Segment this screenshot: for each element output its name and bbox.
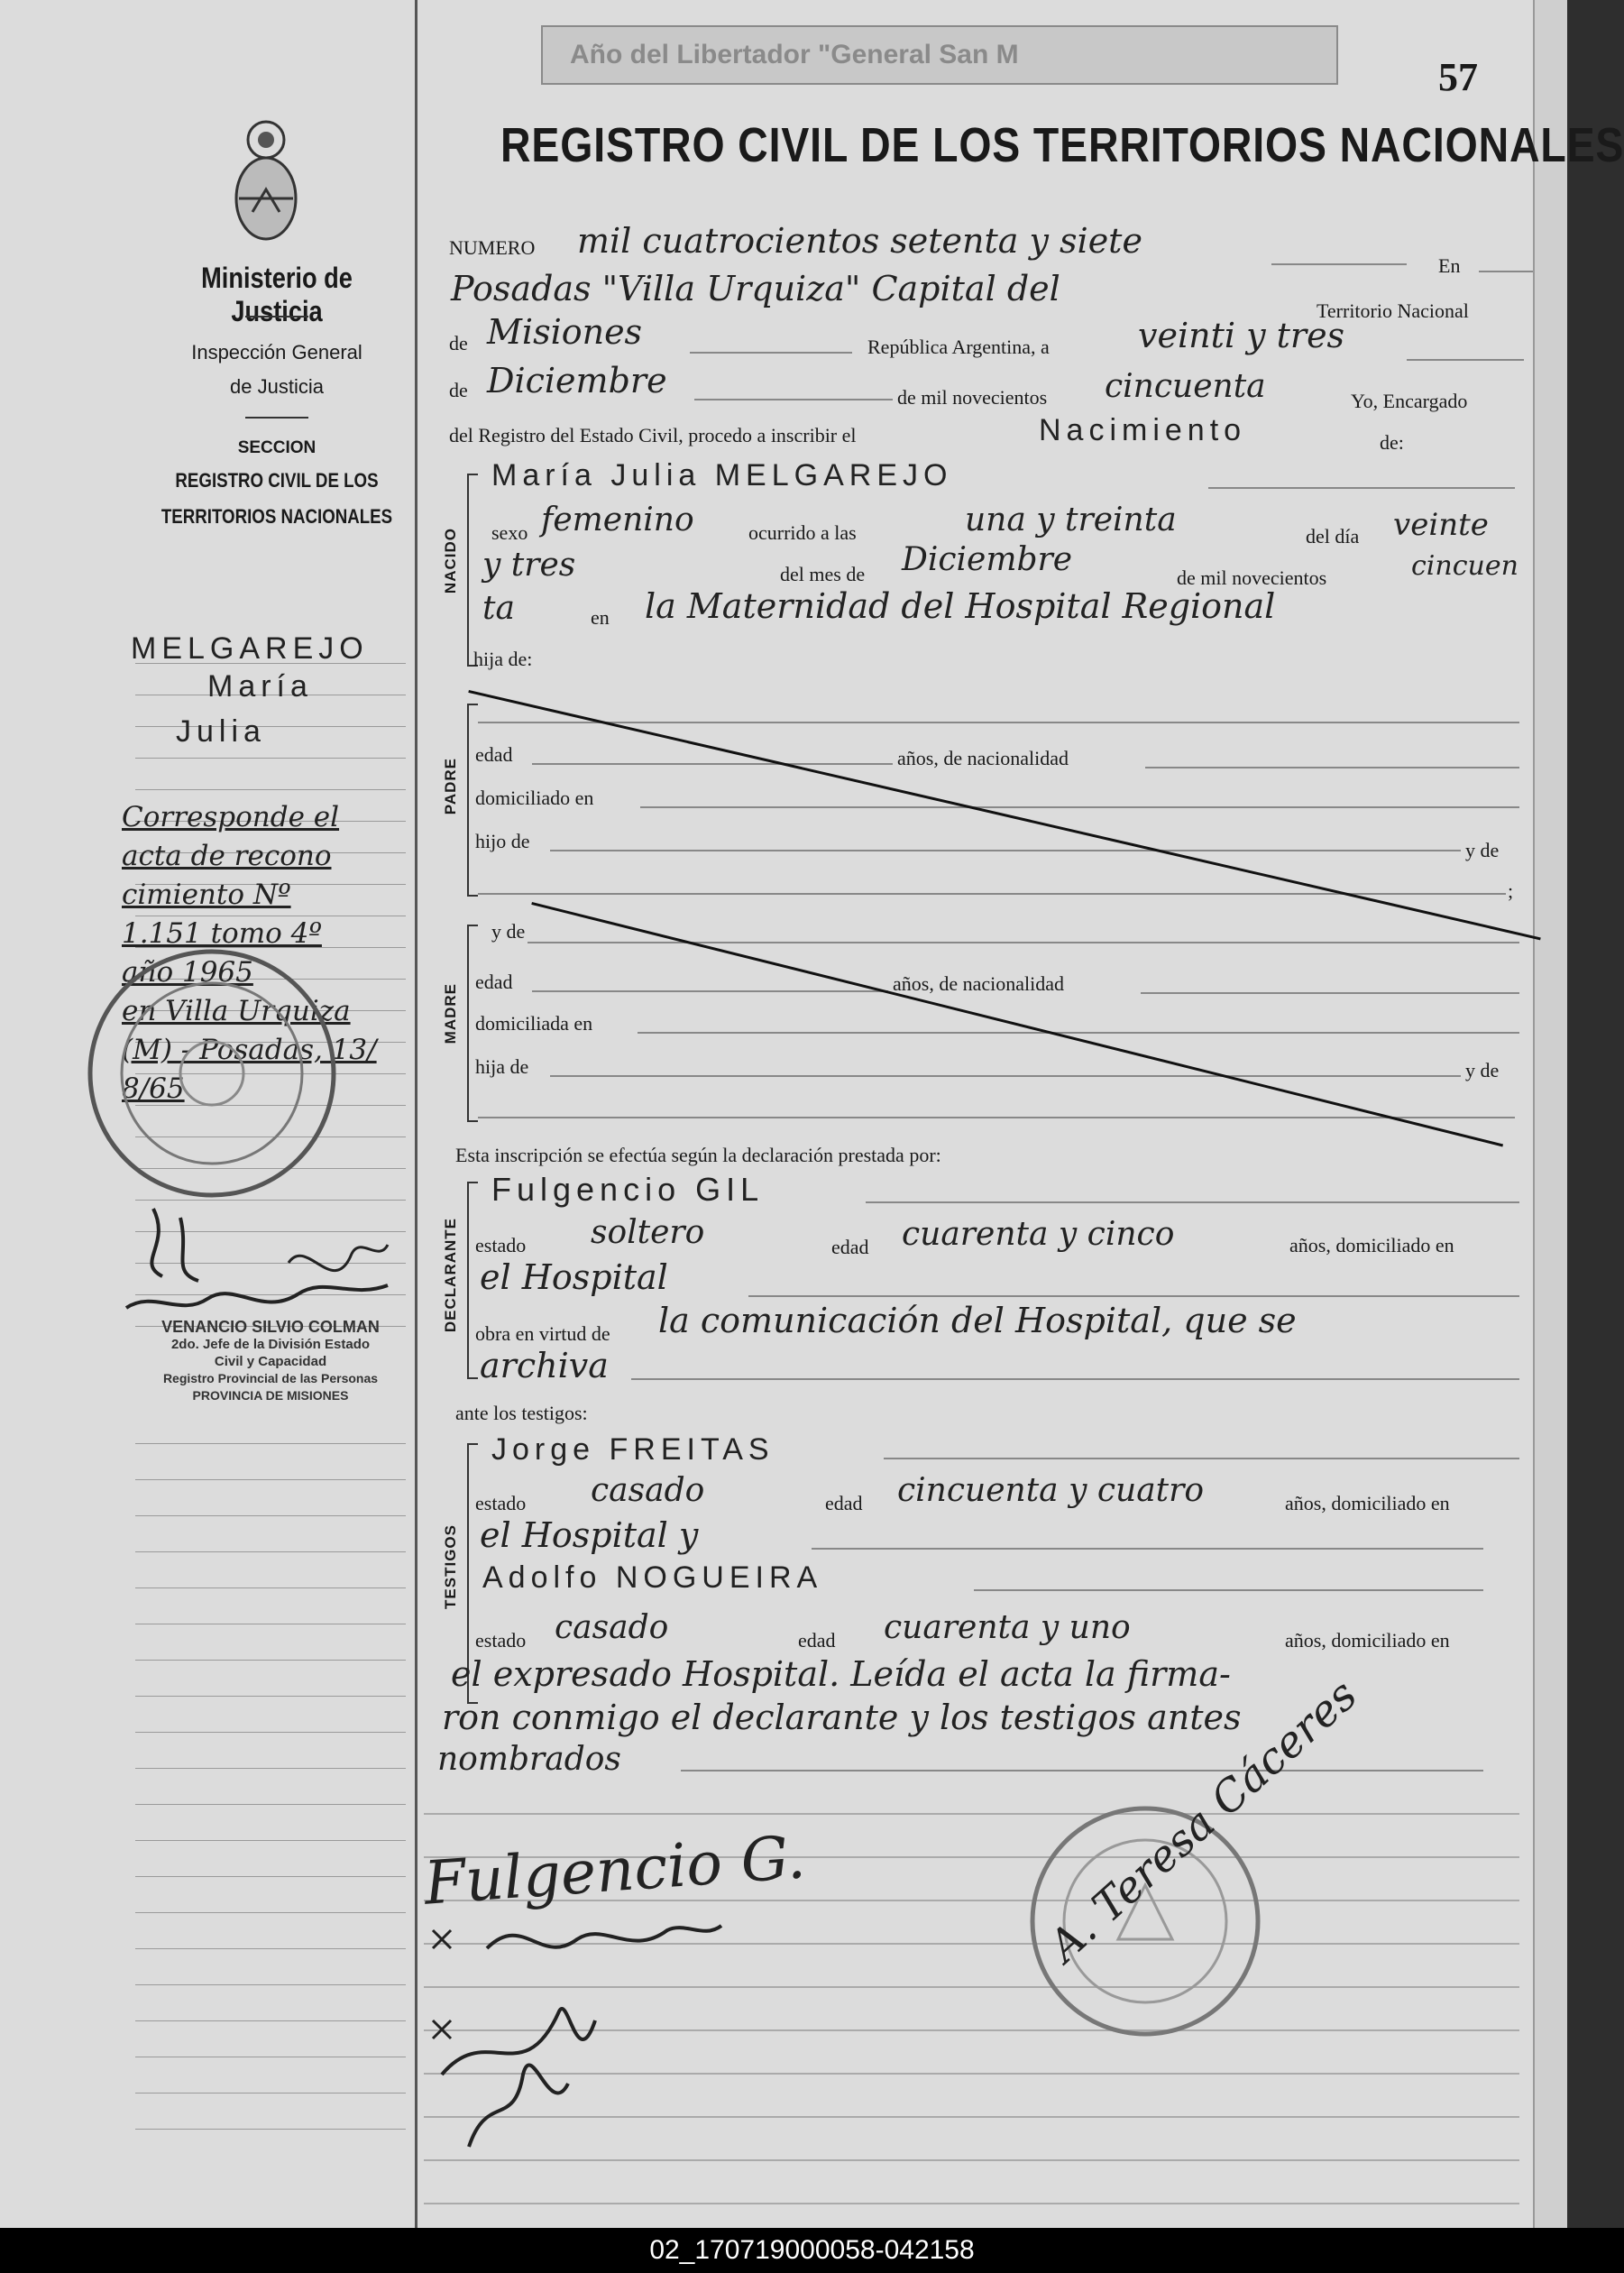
note-line: Corresponde el <box>122 801 340 833</box>
estado-label: estado <box>475 1492 527 1514</box>
fill-line <box>532 763 893 765</box>
obra-value-a: la comunicación del Hospital, que se <box>658 1301 1297 1340</box>
hour-value: una y treinta <box>965 502 1177 538</box>
stamp-line: Registro Provincial de las Personas <box>162 1371 379 1385</box>
madre-edad: edad <box>475 971 513 993</box>
closing-line3: nombrados <box>437 1741 621 1778</box>
anio-value-a: cincuen <box>1411 550 1518 582</box>
margin-name2: Julia <box>176 714 266 749</box>
testigo1-domicilio: el Hospital y <box>480 1515 699 1555</box>
note-line: en Villa Urquiza <box>122 995 351 1027</box>
fill-line <box>1479 271 1533 272</box>
signature-witnesses <box>415 1912 794 2183</box>
hijo-de-label: hijo de <box>475 830 530 852</box>
edad-label2: edad <box>831 1236 869 1258</box>
territorio-label: Territorio Nacional <box>1317 299 1469 322</box>
hija-label: hija de: <box>473 648 533 670</box>
testigos-text: ante los testigos: <box>455 1402 588 1424</box>
note-line: acta de recono <box>122 840 332 872</box>
domiciliado-label: domiciliado en <box>475 787 594 809</box>
encargado-label: Yo, Encargado <box>1351 390 1468 412</box>
republica-label: República Argentina, a <box>867 336 1050 358</box>
fill-line <box>884 1458 1519 1459</box>
estado-label: estado <box>475 1234 527 1256</box>
note-line: año 1965 <box>122 956 253 989</box>
edad-label2: edad <box>798 1629 836 1652</box>
declarante-name: Fulgencio GIL <box>491 1171 765 1208</box>
top-stamp <box>541 25 1338 85</box>
official-stamp <box>126 1319 415 1404</box>
registro-text: del Registro del Estado Civil, procedo a inscribir el <box>449 424 857 446</box>
de-colon: de: <box>1380 431 1404 454</box>
fill-line <box>638 1032 1519 1034</box>
sexo-label: sexo <box>491 521 528 544</box>
anio-value-b: ta <box>482 590 515 627</box>
note-line: (M) - Posadas, 13/ <box>122 1034 377 1066</box>
fill-line <box>812 1548 1483 1550</box>
hija-de-label: hija de <box>475 1055 529 1078</box>
estado-label: estado <box>475 1629 527 1652</box>
stamp-line: 2do. Jefe de la División Estado <box>170 1337 371 1352</box>
fill-line <box>478 722 1519 723</box>
stamp-line: PROVINCIA DE MISIONES <box>192 1388 349 1403</box>
nacido-section-label: NACIDO <box>442 528 459 594</box>
year-value: cincuenta <box>1105 368 1266 405</box>
testigo2-edad: cuarenta y uno <box>884 1609 1131 1646</box>
testigo2-estado: casado <box>555 1609 669 1646</box>
act-type: Nacimiento <box>1039 413 1247 447</box>
edad-label: edad <box>475 743 513 766</box>
testigo1-name: Jorge FREITAS <box>491 1432 775 1467</box>
declarante-edad: cuarenta y cinco <box>902 1216 1175 1253</box>
madre-anos: años, de nacionalidad <box>893 972 1064 995</box>
place-birth: la Maternidad del Hospital Regional <box>645 586 1276 626</box>
domiciliada-label: domiciliada en <box>475 1012 593 1035</box>
margin-surname: MELGAREJO <box>131 631 369 666</box>
registry-line1: REGISTRO CIVIL DE LOS <box>175 469 379 492</box>
page-number: 57 <box>1438 55 1478 99</box>
section-bracket <box>467 1182 478 1379</box>
fill-line <box>478 1117 1515 1118</box>
inscripcion-text: Esta inscripción se efectúa según la declaración prestada por: <box>455 1144 941 1166</box>
fill-line <box>528 942 1519 943</box>
top-stamp-text: Año del Libertador "General San M <box>570 40 1019 69</box>
margin-signature <box>117 1191 406 1326</box>
madre-strike-line <box>531 902 1503 1146</box>
madre-y-de2: y de <box>1465 1059 1500 1081</box>
year-label: de mil novecientos <box>897 386 1048 409</box>
dia-value-a: veinte <box>1393 507 1489 543</box>
month-value: Diciembre <box>487 361 667 400</box>
declarante-domicilio: el Hospital <box>480 1257 668 1297</box>
closing-line1: el expresado Hospital. Leída el acta la firma- <box>451 1654 1231 1694</box>
dia-label: del día <box>1306 525 1360 548</box>
fill-line <box>640 806 1519 808</box>
testigo2-name: Adolfo NOGUEIRA <box>482 1560 823 1595</box>
note-line: 1.151 tomo 4º <box>122 917 322 950</box>
fill-line <box>690 352 852 354</box>
fill-line <box>748 1295 1519 1297</box>
fill-line <box>974 1589 1483 1591</box>
testigo1-estado: casado <box>591 1472 705 1509</box>
fill-line <box>1271 263 1407 265</box>
declarante-section-label: DECLARANTE <box>442 1218 459 1333</box>
numero-value: mil cuatrocientos setenta y siete <box>577 221 1142 261</box>
anos-nacionalidad: años, de nacionalidad <box>897 747 1069 769</box>
fill-line <box>532 990 888 992</box>
section-label: SECCION <box>237 438 317 457</box>
inspection-line2: de Justicia <box>230 375 324 398</box>
child-name: María Julia MELGAREJO <box>491 458 953 492</box>
territory-value: Misiones <box>487 312 643 352</box>
fill-line <box>1145 767 1519 768</box>
padre-strike-line <box>468 690 1540 940</box>
edad-label2: edad <box>825 1492 863 1514</box>
domiciliado-en-text: años, domiciliado en <box>1285 1629 1450 1652</box>
book-spine <box>1567 0 1624 2228</box>
fill-line <box>631 1378 1519 1380</box>
margin-divider <box>415 0 417 2228</box>
mes-value: Diciembre <box>902 541 1073 578</box>
madre-section-label: MADRE <box>442 983 459 1044</box>
padre-section-label: PADRE <box>442 758 459 815</box>
de-label: de <box>449 332 468 354</box>
madre-y-de: y de <box>491 920 526 943</box>
obra-value-b: archiva <box>480 1346 609 1385</box>
closing-line2: ron conmigo el declarante y los testigos antes <box>442 1698 1242 1737</box>
note-line: cimiento Nº <box>122 879 291 911</box>
stamp-line: Civil y Capacidad <box>214 1354 327 1369</box>
page-title: REGISTRO CIVIL DE LOS TERRITORIOS NACIONALES <box>500 118 1624 172</box>
testigo1-edad: cincuenta y cuatro <box>897 1472 1205 1509</box>
numero-label: NUMERO <box>449 236 536 259</box>
binding-edge <box>1533 0 1569 2228</box>
sexo-value: femenino <box>541 502 694 538</box>
inspection-line1: Inspección General <box>191 341 362 363</box>
ocurrido-label: ocurrido a las <box>748 521 857 544</box>
registry-line2: TERRITORIOS NACIONALES <box>161 505 393 528</box>
padre-y-de: y de <box>1465 839 1500 861</box>
fill-line <box>1407 359 1524 361</box>
margin-name1: María <box>207 669 313 704</box>
dia-value-b: y tres <box>482 547 576 584</box>
semicolon: ; <box>1508 879 1514 902</box>
obra-label: obra en virtud de <box>475 1322 610 1345</box>
en-label: En <box>1438 254 1461 277</box>
stamp-line: VENANCIO SILVIO COLMAN <box>161 1318 380 1336</box>
ministry-label: Ministerio de Justicia <box>201 262 353 327</box>
anio-label: de mil novecientos <box>1177 566 1327 589</box>
day-value: veinti y tres <box>1138 316 1345 355</box>
fill-line <box>866 1201 1519 1203</box>
mes-label: del mes de <box>780 563 866 585</box>
place-value: Posadas "Villa Urquiza" Capital del <box>451 269 1060 308</box>
declarante-estado: soltero <box>591 1214 705 1251</box>
signature-registrar: A. Teresa Cáceres <box>1039 1670 1367 1972</box>
fill-line <box>681 1770 1483 1771</box>
signature-declarante: Fulgencio G. <box>421 1822 808 1919</box>
fill-line <box>694 399 893 400</box>
domiciliado-en-text: años, domiciliado en <box>1285 1492 1450 1514</box>
fill-line <box>550 1075 1461 1077</box>
fill-line <box>1208 487 1515 489</box>
testigos-section-label: TESTIGOS <box>442 1524 459 1609</box>
short-rule <box>245 417 308 419</box>
en-lugar-label: en <box>591 606 610 629</box>
fill-line <box>550 850 1461 851</box>
note-line: 8/65 <box>122 1072 185 1105</box>
short-rule <box>245 316 308 317</box>
image-id-footer: 02_170719000058-042158 <box>0 2228 1624 2273</box>
round-seal-stamp <box>77 938 347 1209</box>
domiciliado-en-text: años, domiciliado en <box>1289 1234 1454 1256</box>
fill-line <box>1141 992 1519 994</box>
section-bracket <box>467 474 478 667</box>
coat-of-arms-icon <box>230 113 302 244</box>
de-label: de <box>449 379 468 401</box>
